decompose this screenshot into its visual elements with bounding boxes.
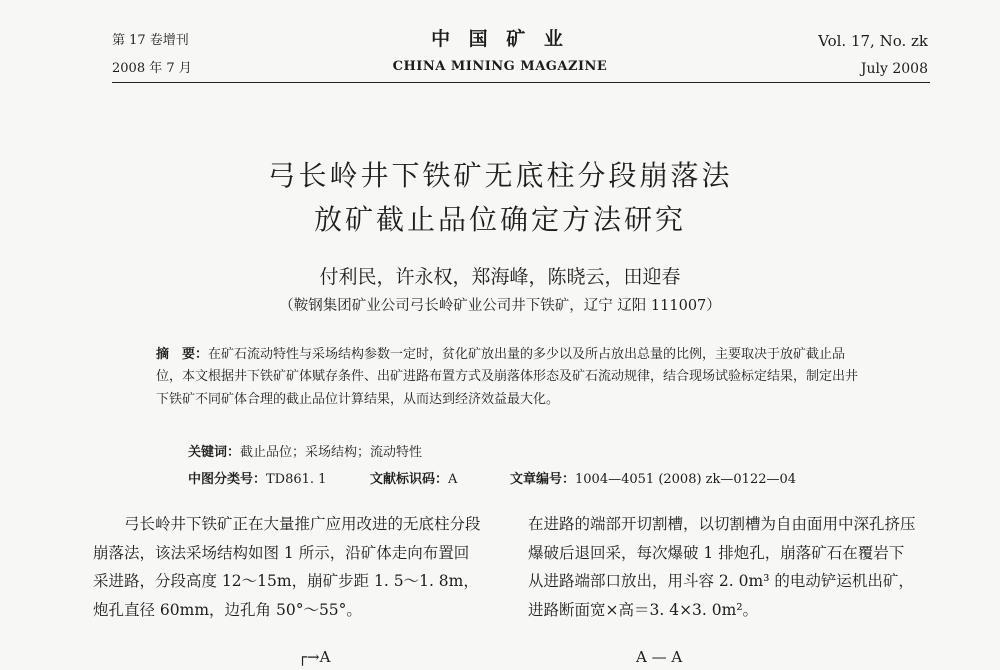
body-left-text: 弓长岭井下铁矿正在大量推广应用改进的无底柱分段崩落法，该法采场结构如图 1 所示，沿矿体走向布置回采进路，分段高度 12～15m，崩矿步距 1. 5～1. 8m，炮孔直径 60mm，边孔角 50°～55°。 (93, 515, 481, 619)
doc-code-label: 文献标识码： (370, 472, 449, 487)
title-line-1: 弓长岭井下铁矿无底柱分段崩落法 (267, 159, 733, 192)
abstract-label: 摘 要： (156, 347, 209, 362)
header-rule (112, 82, 930, 83)
volume-en: Vol. 17, No. zk (818, 32, 928, 50)
body-right-text: 在进路的端部开切割槽，以切割槽为自由面用中深孔挤压爆破后退回采，每次爆破 1 排炮孔，崩落矿石在覆岩下从进路端部口放出，用斗容 2. 0m³ 的电动铲运机出矿，进路断面宽×高＝3. 4×3. 0m²。 (528, 515, 916, 619)
clc-number (188, 473, 326, 486)
affiliation: （鞍钢集团矿业公司弓长岭矿业公司井下铁矿，辽宁 辽阳 111007） (279, 298, 721, 314)
abstract-text: 在矿石流动特性与采场结构参数一定时，贫化矿放出量的多少以及所占放出总量的比例，主要取决于放矿截止品位，本文根据井下铁矿矿体赋存条件、出矿进路布置方式及崩落体形态及矿石流动规律，结合现场试验标定结果，制定出井下铁矿不同矿体合理的截止品位计算结果，从而达到经济效益最大化。 (156, 347, 859, 407)
abstract (156, 344, 858, 411)
doc-code-value: A (448, 472, 458, 487)
keywords-label: 关键词： (188, 445, 241, 460)
keywords (188, 446, 422, 459)
doc-code (370, 473, 457, 486)
article-no-label: 文章编号： (510, 472, 576, 487)
body-right-column (528, 510, 916, 624)
article-no-value: 1004—4051 (2008) zk—0122—04 (575, 472, 797, 487)
title-line-2: 放矿截止品位确定方法研究 (313, 203, 686, 236)
authors: 付利民，许永权，郑海峰，陈晓云，田迎春 (319, 266, 681, 288)
body-left-column (93, 510, 481, 624)
date-en: July 2008 (860, 61, 928, 77)
clc-label: 中图分类号： (188, 472, 267, 487)
figure-section-mark-left: ┌→A (298, 648, 331, 666)
journal-name-en: CHINA MINING MAGAZINE (392, 59, 608, 74)
volume-cn: 第 17 卷增刊 (112, 33, 189, 48)
keywords-text: 截止品位；采场结构；流动特性 (240, 445, 423, 460)
date-cn: 2008 年 7 月 (112, 61, 192, 76)
figure-section-mark-right: A — A (636, 648, 683, 666)
article-number (510, 473, 796, 486)
clc-value: TD861. 1 (266, 472, 327, 487)
journal-name-cn: 中 国 矿 业 (431, 28, 569, 50)
